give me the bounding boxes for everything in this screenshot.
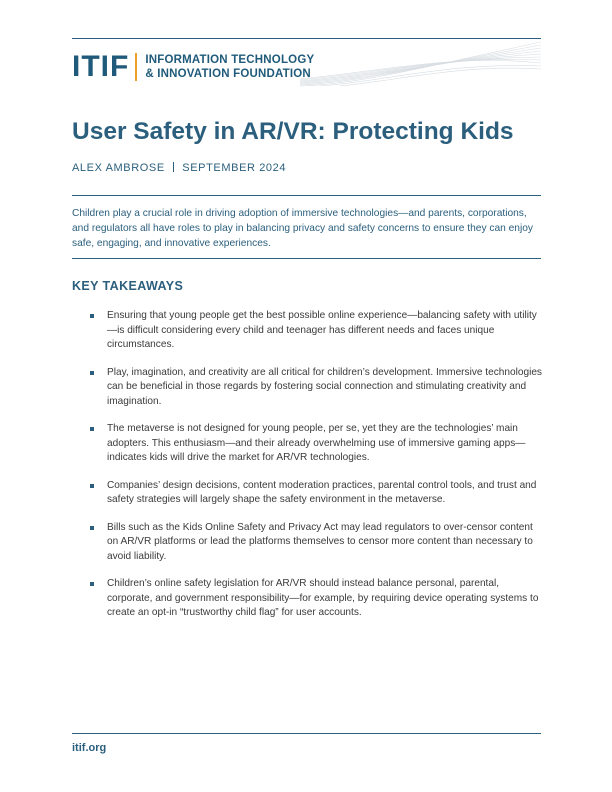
summary-paragraph: Children play a crucial role in driving adoption of immersive technologies—and parents, corporations, and regulators all have roles to play in balancing privacy and safety concerns to ensure they can enjoy safe, engaging, and innovative experiences. bbox=[72, 208, 533, 250]
summary-top-rule bbox=[72, 195, 541, 196]
logo-org-name bbox=[145, 53, 314, 81]
takeaway-text: Bills such as the Kids Online Safety and Privacy Act may lead regulators to over-censor content on AR/VR platforms or lead the platforms themselves to censor more content than necessary to avoid liability. bbox=[107, 521, 533, 562]
key-takeaways-list bbox=[90, 309, 542, 634]
takeaway-item bbox=[90, 521, 542, 565]
logo-divider bbox=[135, 53, 137, 81]
footer-website-link[interactable]: itif.org bbox=[72, 742, 107, 754]
summary-bottom-rule bbox=[72, 258, 541, 259]
key-takeaways-heading: KEY TAKEAWAYS bbox=[72, 279, 184, 293]
takeaway-text: Companies’ design decisions, content moderation practices, parental control tools, and trust and safety strategies will largely shape the safety environment in the metaverse. bbox=[107, 479, 537, 505]
itif-logo bbox=[72, 50, 314, 84]
bullet-icon bbox=[90, 371, 94, 375]
bullet-icon bbox=[90, 582, 94, 586]
takeaway-item bbox=[90, 366, 542, 410]
takeaway-text: The metaverse is not designed for young people, per se, yet they are the technologies’ main adopters. This enthusiasm—and their already overwhelming use of immersive gaming apps—indicates kids will drive the market for AR/VR technologies. bbox=[107, 423, 526, 463]
logo-org-line-1: INFORMATION TECHNOLOGY bbox=[145, 54, 315, 66]
bullet-icon bbox=[90, 314, 94, 318]
takeaway-item bbox=[90, 422, 542, 466]
bullet-icon bbox=[90, 427, 94, 431]
decorative-wave-graphic bbox=[300, 38, 541, 88]
takeaway-item bbox=[90, 309, 542, 353]
takeaway-text: Children’s online safety legislation for AR/VR should instead balance personal, parental, corporate, and government responsibility—for example, by requiring device operating systems to create an opt-in “trustworthy child flag” for user accounts. bbox=[107, 578, 539, 618]
takeaway-item bbox=[90, 577, 542, 621]
byline-author: ALEX AMBROSE bbox=[72, 162, 165, 174]
bullet-icon bbox=[90, 484, 94, 488]
logo-org-line-2: & INNOVATION FOUNDATION bbox=[145, 68, 311, 80]
byline-separator bbox=[173, 162, 175, 172]
takeaway-text: Play, imagination, and creativity are all critical for children’s development. Immersive technologies can be beneficial in those regards by fostering social connection and stimulating creativity and imagination. bbox=[107, 366, 542, 407]
takeaway-item bbox=[90, 479, 542, 508]
page-title: User Safety in AR/VR: Protecting Kids bbox=[72, 118, 514, 145]
byline bbox=[72, 162, 286, 174]
logo-mark: ITIF bbox=[72, 50, 130, 83]
byline-date: SEPTEMBER 2024 bbox=[182, 162, 287, 174]
footer-rule bbox=[72, 733, 541, 734]
bullet-icon bbox=[90, 526, 94, 530]
takeaway-text: Ensuring that young people get the best possible online experience—balancing safety with utility—is difficult considering every child and teenager has different needs and faces unique circumstances. bbox=[107, 310, 537, 350]
